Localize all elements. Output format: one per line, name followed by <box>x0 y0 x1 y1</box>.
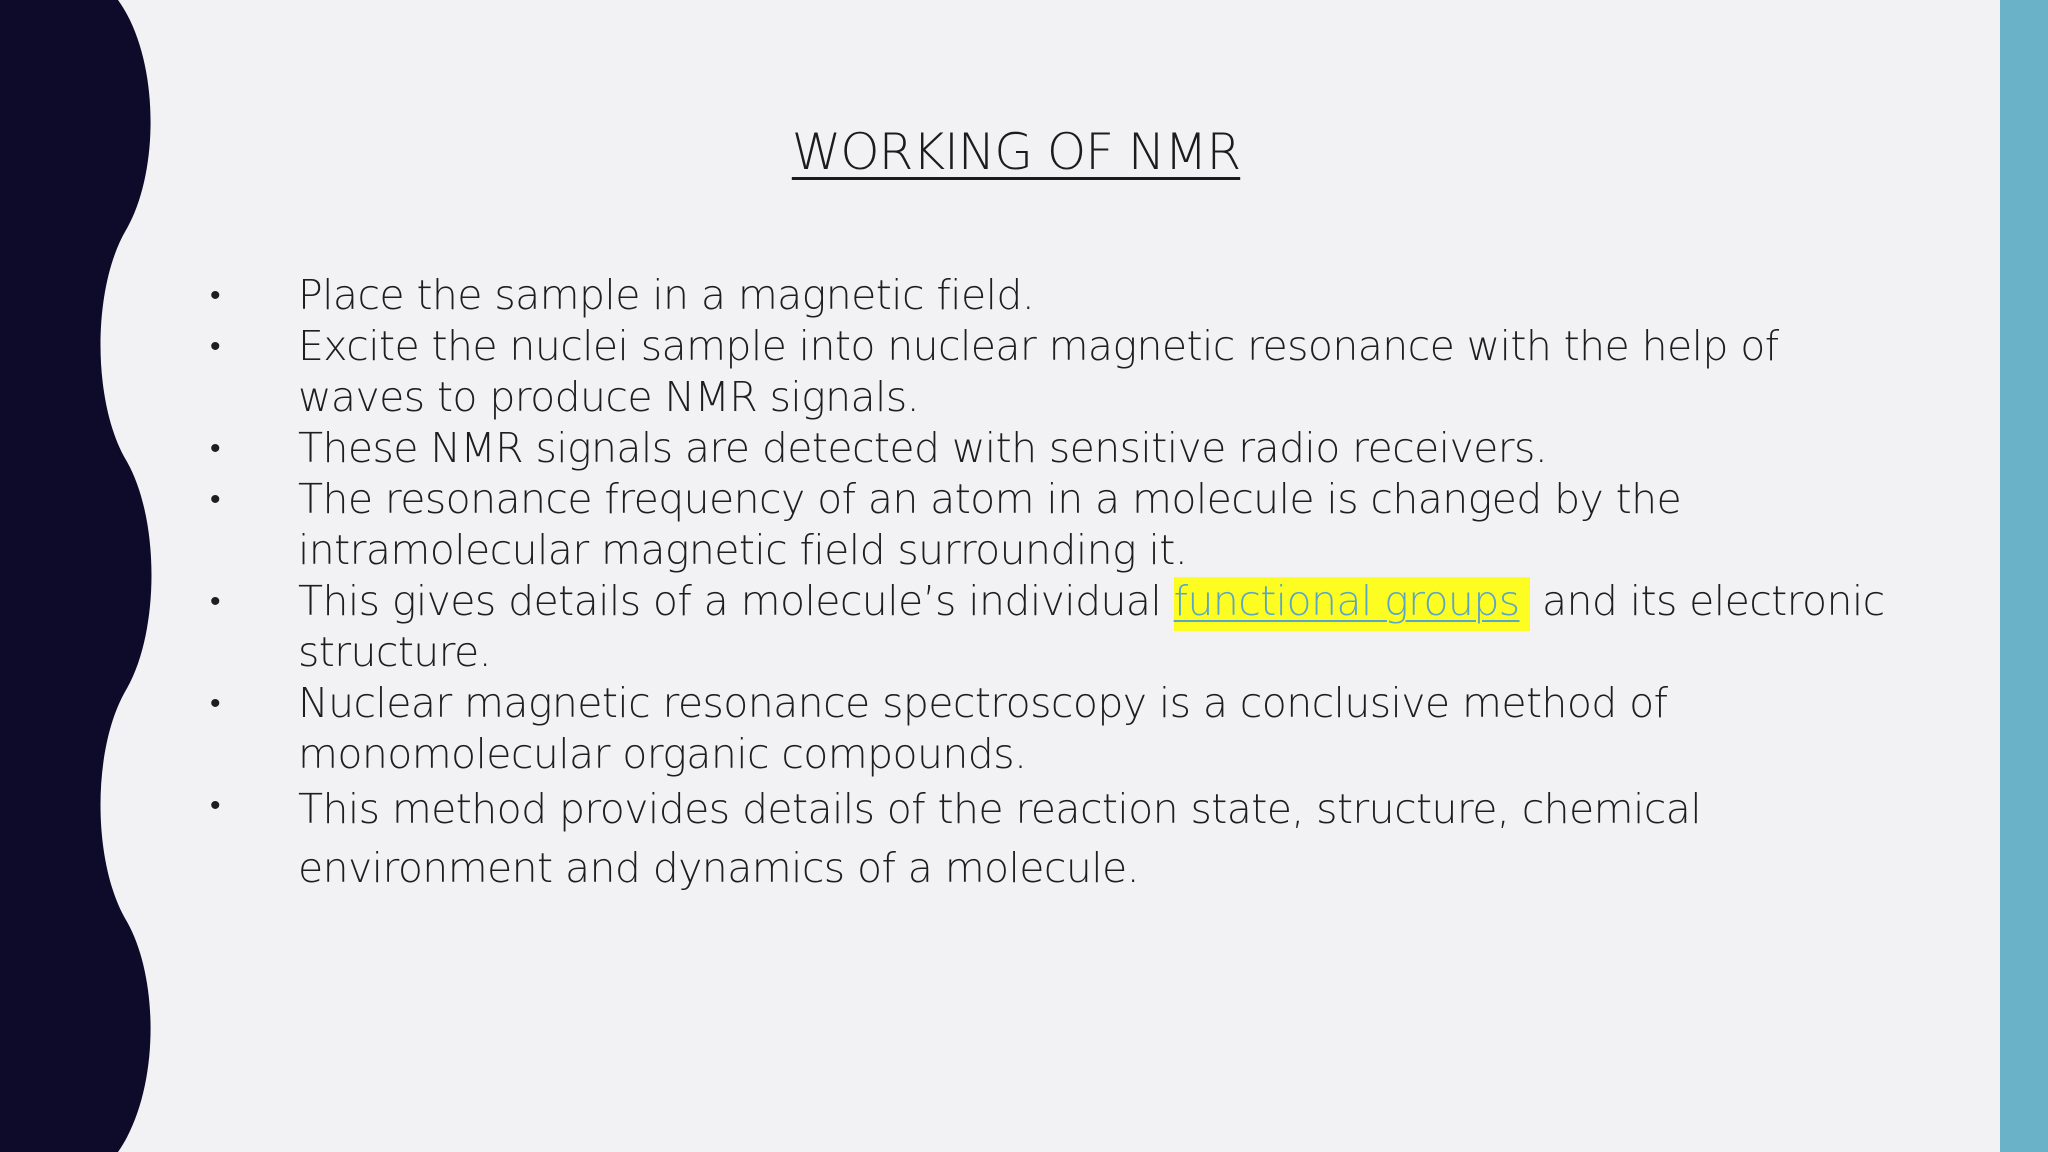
bullet-text: Nuclear magnetic resonance spectroscopy is a conclusive method of <box>298 679 1668 727</box>
bullet-text: The resonance frequency of an atom in a molecule is changed by the <box>298 475 1682 523</box>
bullet-text-tail: and its electronic <box>1529 577 1885 625</box>
highlight-marker <box>1174 577 1530 631</box>
bullet-item <box>0 423 1900 474</box>
bullet-item <box>0 321 1900 423</box>
bullet-icon: • <box>210 329 220 364</box>
bullet-icon: • <box>210 278 220 313</box>
bullet-item <box>0 270 1900 321</box>
bullet-text: Excite the nuclei sample into nuclear magnetic resonance with the help of <box>298 322 1779 370</box>
bullet-text-continued: environment and dynamics of a molecule. <box>298 844 1140 892</box>
bullet-text: Place the sample in a magnetic field. <box>298 271 1035 319</box>
bullet-text-continued: intramolecular magnetic field surrounding it. <box>298 526 1188 574</box>
bullet-list <box>0 270 1900 898</box>
bullet-text-continued: waves to produce NMR signals. <box>298 373 920 421</box>
bullet-text-continued: monomolecular organic compounds. <box>298 730 1027 778</box>
bullet-item <box>0 780 1900 898</box>
bullet-icon: • <box>210 686 220 721</box>
bullet-item <box>0 474 1900 576</box>
bullet-icon: • <box>210 788 220 823</box>
slide-title: WORKING OF NMR <box>791 123 1241 181</box>
bullet-text: This gives details of a molecule’s individual <box>298 577 1174 625</box>
bullet-text-continued: structure. <box>298 628 492 676</box>
bullet-text: This method provides details of the reaction state, structure, chemical <box>298 785 1702 833</box>
functional-groups-link[interactable]: functional groups <box>1173 577 1520 625</box>
bullet-item <box>0 576 1900 678</box>
bullet-icon: • <box>210 431 220 466</box>
bullet-text: These NMR signals are detected with sensitive radio receivers. <box>298 424 1548 472</box>
bullet-icon: • <box>210 482 220 517</box>
bullet-icon: • <box>210 584 220 619</box>
bullet-item <box>0 678 1900 780</box>
